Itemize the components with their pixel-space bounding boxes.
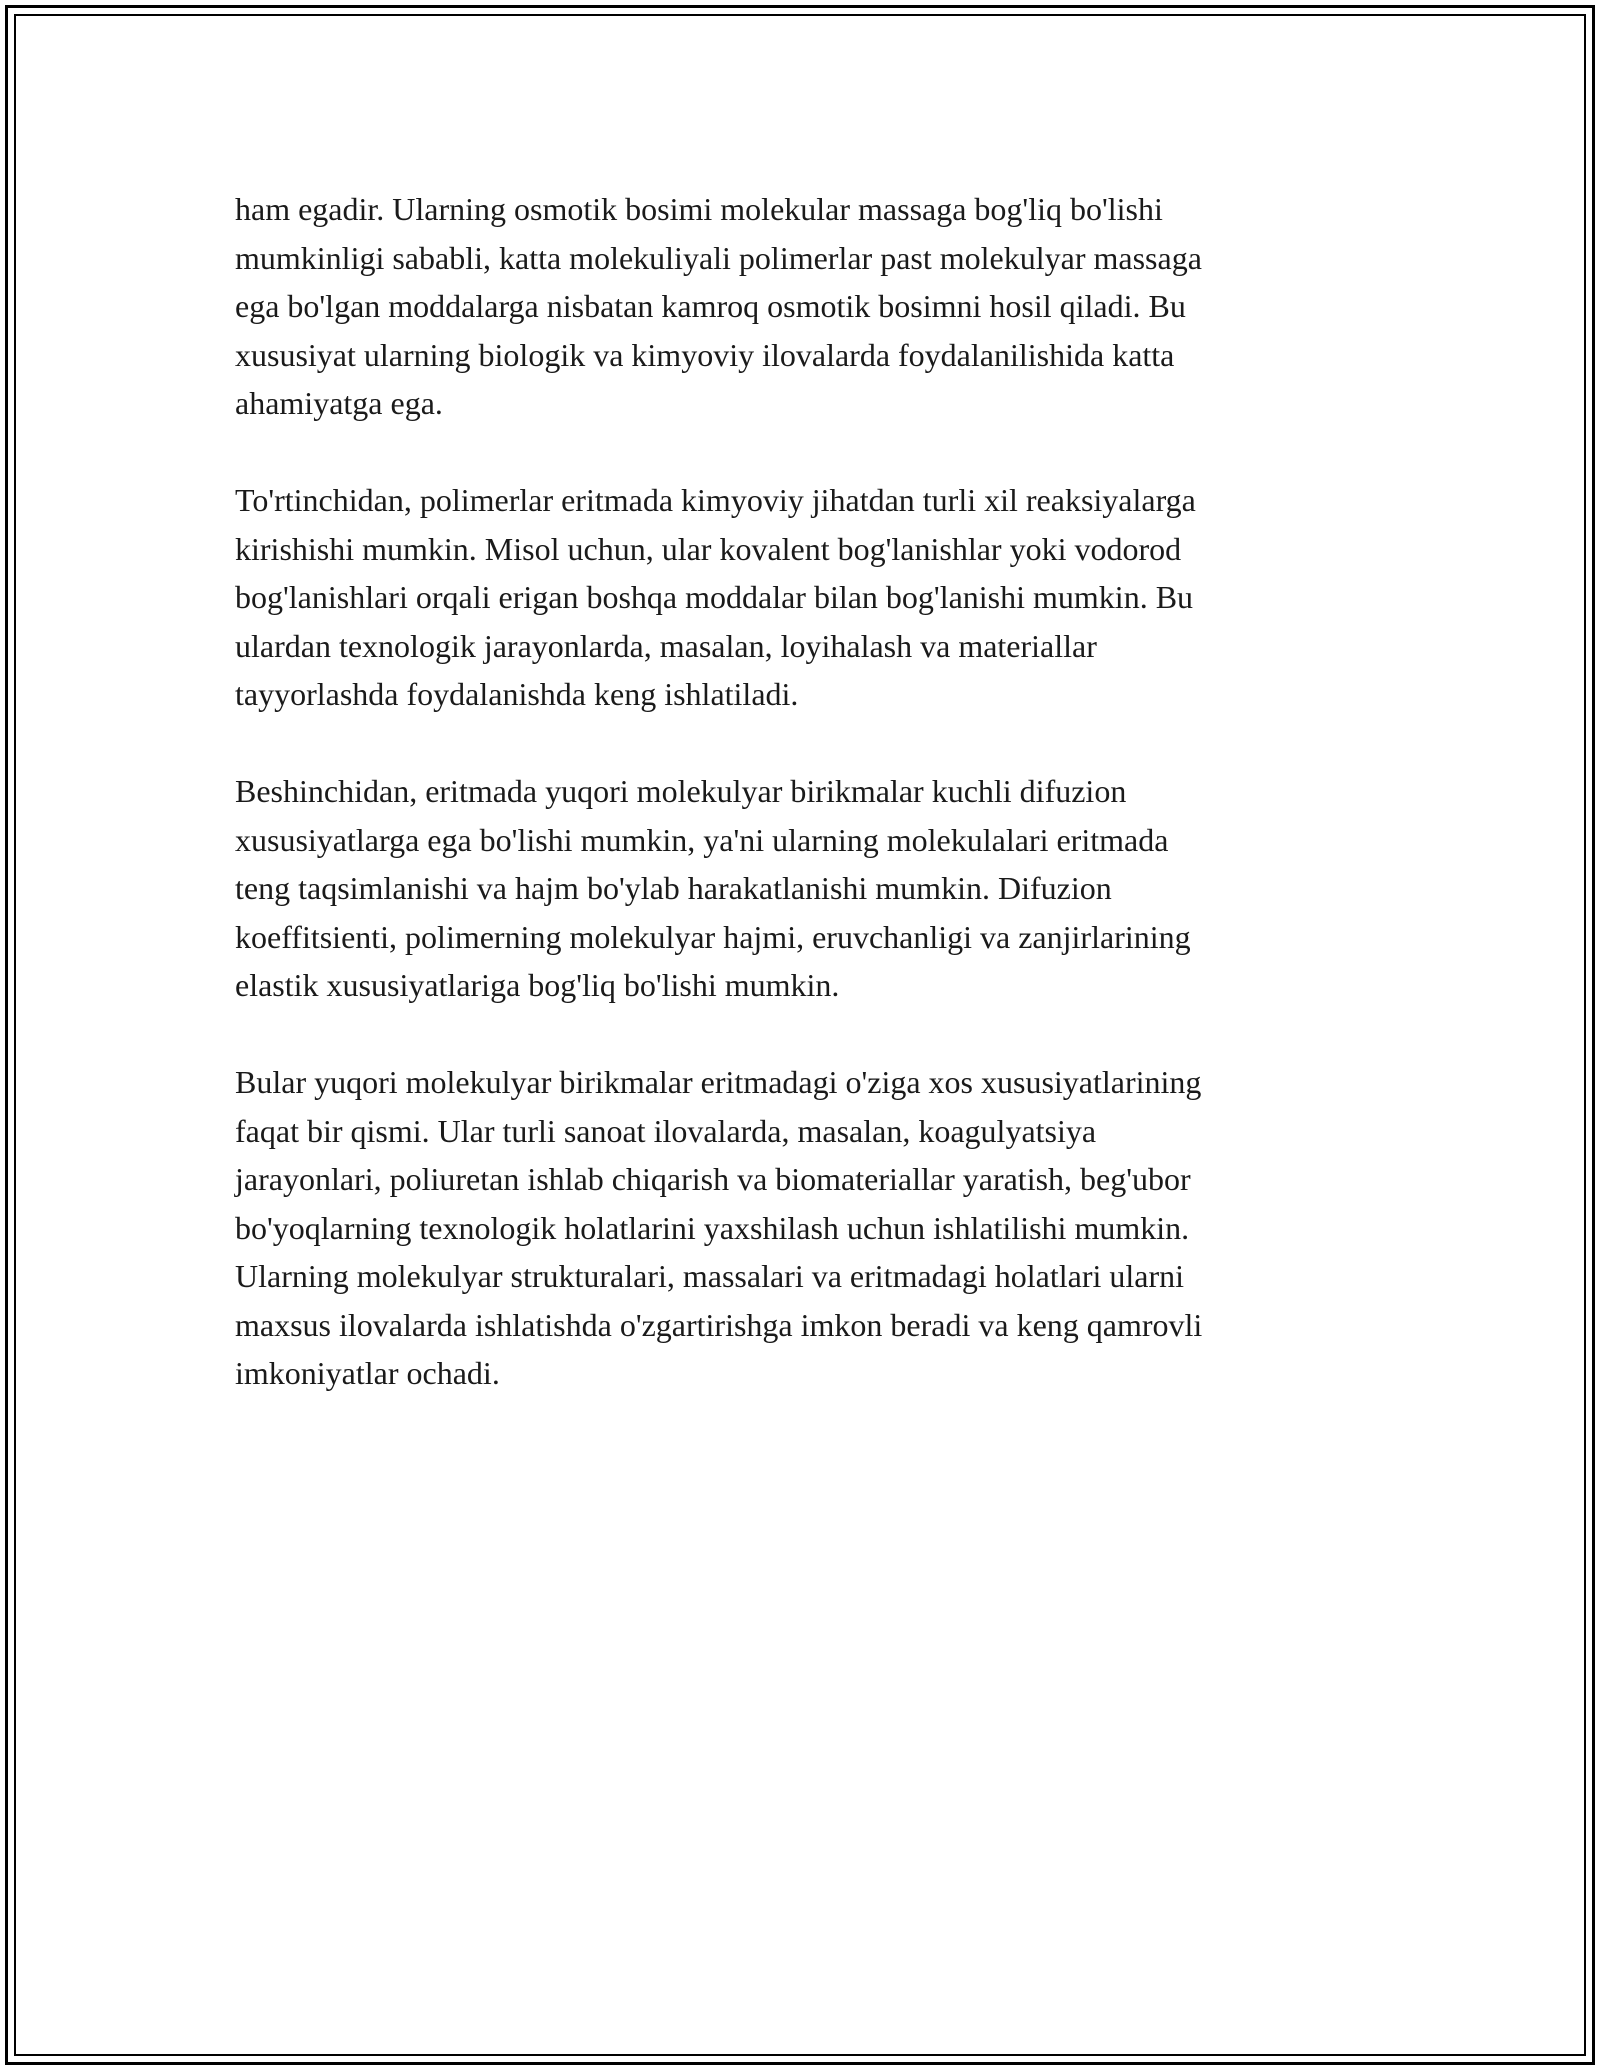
paragraph-2 [235, 476, 1365, 719]
text-line: kirishishi mumkin. Misol uchun, ular kovalent bog'lanishlar yoki vodorod [235, 530, 1182, 567]
text-line: Ularning molekulyar strukturalari, massalari va eritmadagi holatlari ularni [235, 1258, 1185, 1294]
paragraph-3 [235, 767, 1365, 1010]
paragraph-4 [235, 1058, 1365, 1398]
text-line: ahamiyatga ega. [235, 385, 443, 421]
text-line: xususiyat ularning biologik va kimyoviy ilovalarda foydalanilishida katta [235, 336, 1175, 373]
document-body [235, 185, 1365, 1446]
text-line: ham egadir. Ularning osmotik bosimi molekular massaga bog'liq bo'lishi [235, 191, 1163, 227]
text-line: bog'lanishlari orqali erigan boshqa moddalar bilan bog'lanishi mumkin. Bu [235, 579, 1194, 615]
text-line: bo'yoqlarning texnologik holatlarini yaxshilash uchun ishlatilishi mumkin. [235, 1209, 1190, 1246]
text-line: teng taqsimlanishi va hajm bo'ylab harakatlanishi mumkin. Difuzion [235, 870, 1112, 906]
text-line: mumkinligi sababli, katta molekuliyali polimerlar past molekulyar massaga [235, 239, 1202, 276]
text-line: elastik xususiyatlariga bog'liq bo'lishi mumkin. [235, 967, 840, 1003]
paragraph-1 [235, 185, 1365, 428]
text-line: Bular yuqori molekulyar birikmalar eritmadagi o'ziga xos xususiyatlarining [235, 1064, 1202, 1100]
text-line: faqat bir qismi. Ular turli sanoat ilovalarda, masalan, koagulyatsiya [235, 1112, 1097, 1149]
text-line: Beshinchidan, eritmada yuqori molekulyar birikmalar kuchli difuzion [235, 773, 1127, 809]
text-line: ulardan texnologik jarayonlarda, masalan, loyihalash va materiallar [235, 627, 1097, 664]
text-line: ega bo'lgan moddalarga nisbatan kamroq osmotik bosimni hosil qiladi. Bu [235, 288, 1186, 324]
text-line: koeffitsienti, polimerning molekulyar hajmi, eruvchanligi va zanjirlarining [235, 918, 1191, 955]
text-line: xususiyatlarga ega bo'lishi mumkin, ya'ni ularning molekulalari eritmada [235, 821, 1169, 858]
text-line: maxsus ilovalarda ishlatishda o'zgartirishga imkon beradi va keng qamrovli [235, 1306, 1203, 1343]
text-line: imkoniyatlar ochadi. [235, 1355, 500, 1391]
text-line: tayyorlashda foydalanishda keng ishlatiladi. [235, 676, 799, 712]
text-line: To'rtinchidan, polimerlar eritmada kimyoviy jihatdan turli xil reaksiyalarga [235, 482, 1196, 518]
text-line: jarayonlari, poliuretan ishlab chiqarish va biomateriallar yaratish, beg'ubor [235, 1161, 1191, 1197]
